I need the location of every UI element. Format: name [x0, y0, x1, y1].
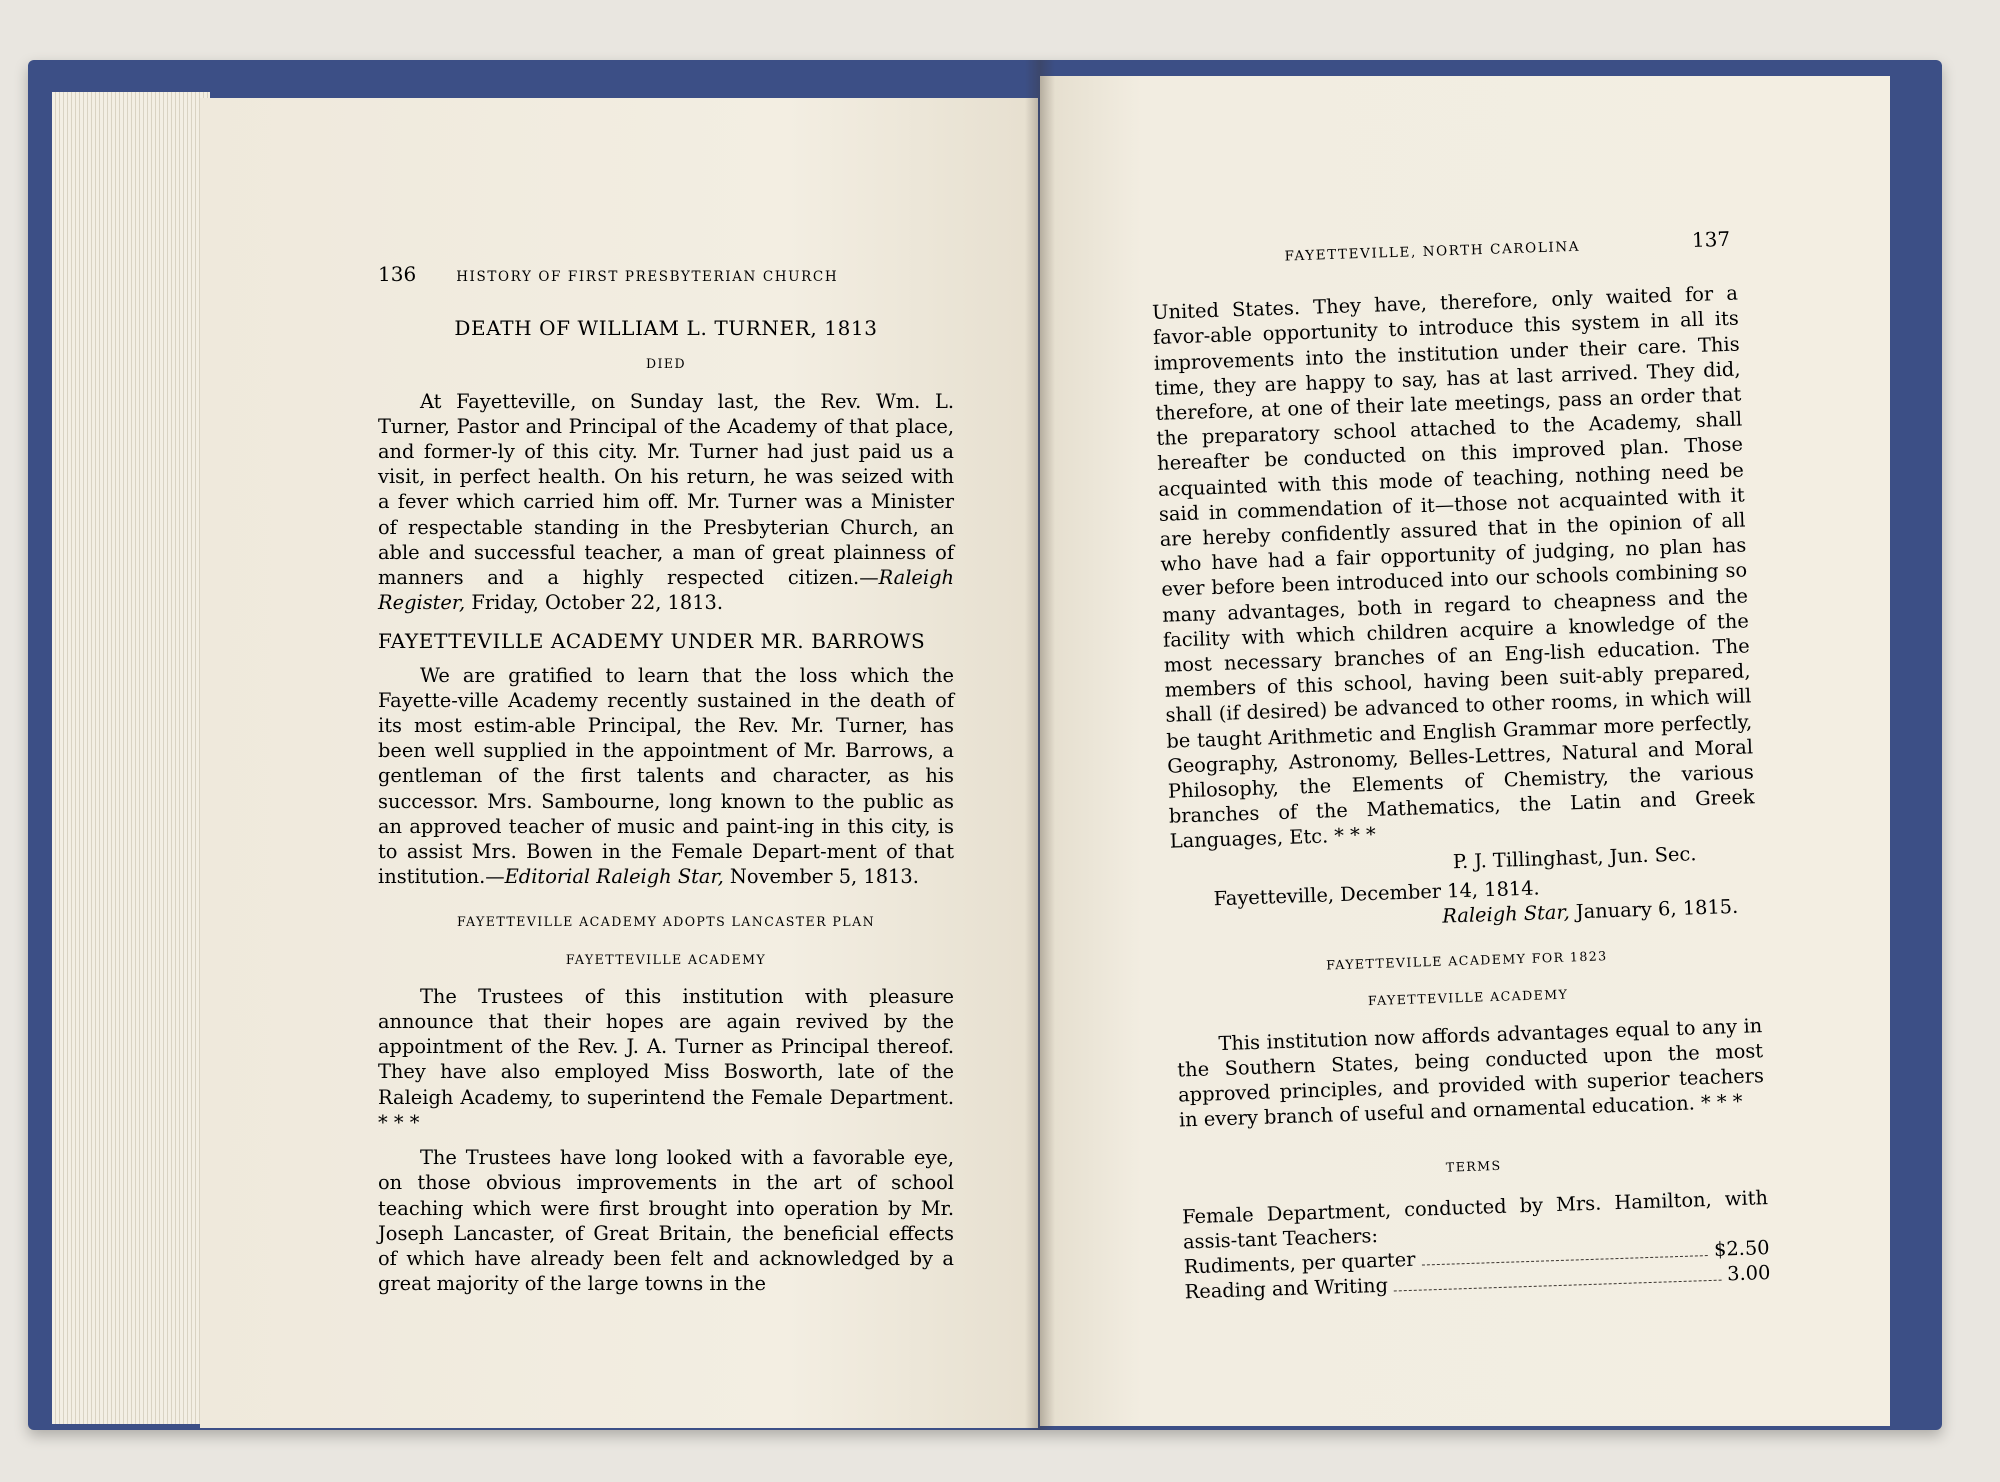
left-page-text [378, 262, 954, 1296]
paragraph-barrows: We are gratified to learn that the loss which the Fayette-ville Academy recently sustained in the death of its most estim-able Principal, the Rev. Mr. Turner, has been well supplied in the appointment of Mr. Barrows, a gentleman of the first talents and character, as his successor. Mrs. Sambourne, long known to the public as an approved teacher of music and paint-ing in this city, is to assist Mrs. Bowen in the Female Depart-ment of that institution.—Editorial Raleigh Star, November 5, 1813. [378, 663, 954, 889]
left-page-number: 136 [378, 262, 417, 286]
left-running-title: HISTORY OF FIRST PRESBYTERIAN CHURCH [456, 269, 839, 285]
signature: P. J. Tillinghast, Jun. Sec. [1452, 841, 1697, 873]
terms-heading: TERMS [1445, 1157, 1502, 1175]
right-page-number: 137 [1691, 226, 1731, 253]
right-running-title: FAYETTEVILLE, NORTH CAROLINA [1284, 238, 1581, 265]
subheading-academy: FAYETTEVILLE ACADEMY [565, 951, 767, 967]
fee-row: Rudiments, per quarter $2.50 [1183, 1236, 1770, 1279]
heading-barrows: FAYETTEVILLE ACADEMY UNDER MR. BARROWS [378, 629, 926, 654]
heading-lancaster-plan: FAYETTEVILLE ACADEMY ADOPTS LANCASTER PLAN [457, 914, 875, 930]
heading-academy-1823: FAYETTEVILLE ACADEMY FOR 1823 [1325, 948, 1608, 973]
citation: Raleigh Star, January 6, 1815. [1441, 894, 1739, 928]
heading-death-turner: DEATH OF WILLIAM L. TURNER, 1813 [454, 316, 878, 341]
terms-intro: Female Department, conducted by Mrs. Hamilton, with assis-tant Teachers: [1181, 1185, 1769, 1254]
left-running-head [378, 262, 954, 290]
paragraph-institution: This institution now affords advantages equal to any in the Southern States, being conducted upon the most approved principles, and provided with superior teachers in every branch of useful and ornamental education. * * * [1176, 1013, 1765, 1132]
right-page-text [1150, 227, 1771, 1305]
paragraph-trustees-lancaster: The Trustees have long looked with a favorable eye, on those obvious improvements in the art of school teaching which were first brought into operation by Mr. Joseph Lancaster, of Great Britain, the beneficial effects of which have already been felt and acknowledged by a great majority of the large towns in the [378, 1146, 954, 1296]
fee-row: Reading and Writing 3.00 [1184, 1261, 1771, 1304]
citation-italic: Editorial Raleigh Star, [504, 865, 724, 889]
subheading-academy: FAYETTEVILLE ACADEMY [1367, 987, 1569, 1009]
paragraph-continuation: United States. They have, therefore, only waited for a favor-able opportunity to introduce this system in all its improvements into the institution under their care. This time, they are happy to say, has at last arrived. They did, therefore, at one of their late meetings, pass an order that the preparatory school attached to the Academy, shall hereafter be conducted on this improved plan. Those acquainted with this mode of teaching, nothing need be said in commendation of it—those not acquainted with it are hereby confidently assured that in the opinion of all who have had a fair opportunity of judging, no plan has ever before been introduced into our schools combining so many advantages, both in regard to cheapness and the facility with which children acquire a knowledge of the most necessary branches of an Eng-lish education. The members of this school, having been suit-ably prepared, shall (if desired) be advanced to other rooms, in which will be taught Arithmetic and English Grammar more perfectly, Geography, Astronomy, Belles-Lettres, Natural and Moral Philosophy, the Elements of Chemistry, the various branches of the Mathematics, the Latin and Greek Languages, Etc. * * * [1151, 281, 1755, 854]
page-edges [52, 92, 210, 1424]
paragraph-trustees-announce: The Trustees of this institution with pleasure announce that their hopes are again revived by the appointment of the Rev. J. A. Turner as Principal thereof. They have also employed Miss Bosworth, late of the Raleigh Academy, to superintend the Female Department. * * * [378, 984, 954, 1134]
book-gutter [1025, 60, 1055, 1430]
subheading-died: DIED [646, 356, 686, 372]
dateline: Fayetteville, December 14, 1814. [1213, 876, 1541, 911]
citation-italic: Raleigh Register, [378, 566, 954, 615]
paragraph-death-notice: At Fayetteville, on Sunday last, the Rev. Wm. L. Turner, Pastor and Principal of the Academy of that place, and former-ly of this city. Mr. Turner had just paid us a visit, in perfect health. On his return, he was seized with a fever which carried him off. Mr. Turner was a Minister of respectable standing in the Presbyterian Church, an able and successful teacher, a man of great plainness of manners and a highly respected citizen.—Raleigh Register, Friday, October 22, 1813. [378, 389, 954, 615]
